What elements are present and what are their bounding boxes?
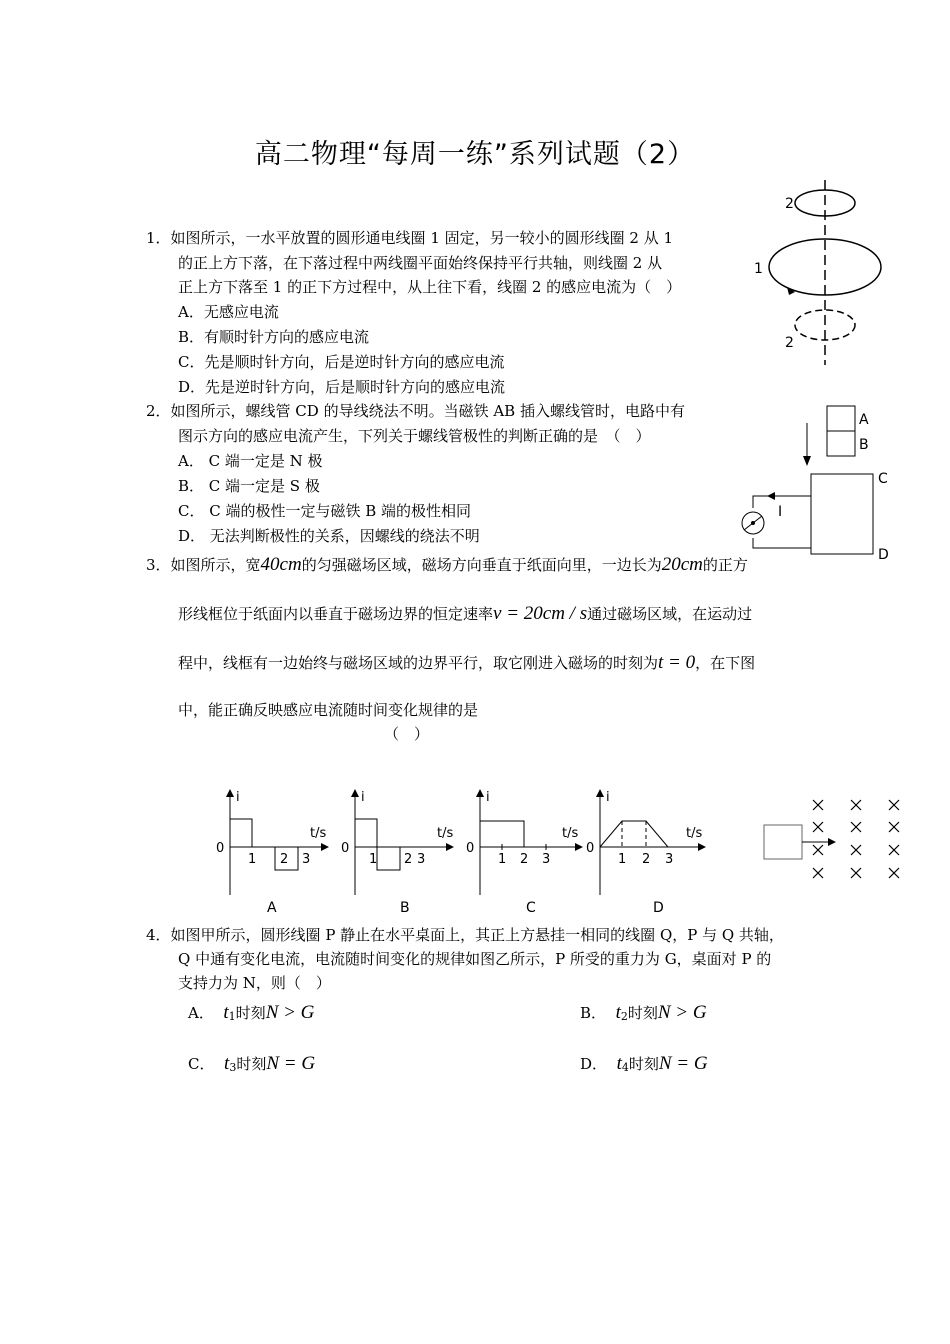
q2-option-c[interactable]: C． C 端的极性一定与磁铁 B 端的极性相同 xyxy=(178,502,472,520)
q1-option-a[interactable]: A．无感应电流 xyxy=(178,303,279,321)
q4-option-d[interactable]: D． t4时刻N = G xyxy=(580,1053,708,1074)
q3-answer-paren: （ ） xyxy=(384,725,430,743)
q3-line-4: 中，能正确反映感应电流随时间变化规律的是 xyxy=(178,701,479,719)
svg-text:i: i xyxy=(486,790,490,805)
q2-line-1: 2．如图所示，螺线管 CD 的导线绕法不明。当磁铁 AB 插入螺线管时，电路中有 xyxy=(146,402,685,420)
current-i-label: I xyxy=(778,504,783,520)
field-crosses xyxy=(813,800,899,878)
svg-text:D: D xyxy=(653,900,664,916)
q2-line-2: 图示方向的感应电流产生，下列关于螺线管极性的判断正确的是 （ ） xyxy=(178,427,651,445)
q3-line-3-post: ，在下图 xyxy=(695,654,756,672)
svg-text:A: A xyxy=(267,900,277,916)
q3-line-3-pre: 程中，线框有一边始终与磁场区域的边界平行，取它刚进入磁场的时刻为 xyxy=(178,654,659,672)
q3-line-2 xyxy=(178,604,752,624)
q3-graphs xyxy=(210,785,720,917)
q3-math-20cm: 20cm xyxy=(661,554,703,575)
svg-text:0: 0 xyxy=(586,841,595,856)
magnet-b-label: B xyxy=(859,437,869,453)
svg-text:i: i xyxy=(606,790,610,805)
q3-line-3 xyxy=(178,653,755,673)
q1-line-1: 1．如图所示，一水平放置的圆形通电线圈 1 固定，另一较小的圆形线圈 2 从 1 xyxy=(146,229,674,247)
q1-option-d[interactable]: D．先是逆时针方向，后是顺时针方向的感应电流 xyxy=(178,378,506,396)
svg-text:0: 0 xyxy=(216,841,225,856)
q2-option-a[interactable]: A． C 端一定是 N 极 xyxy=(178,452,323,470)
q3-math-t0: t = 0 xyxy=(658,652,696,673)
q4-option-b[interactable]: B． t2时刻N > G xyxy=(580,1002,707,1023)
q3-line-1-post: 的正方 xyxy=(702,556,748,574)
svg-text:i: i xyxy=(236,790,240,805)
svg-text:B: B xyxy=(400,900,410,916)
q4-line-1: 4．如图甲所示，圆形线圈 P 静止在水平桌面上，其正上方悬挂一相同的线圈 Q，P 与 Q 共轴， xyxy=(146,926,784,944)
q1-coil-figure xyxy=(745,175,895,375)
svg-text:2: 2 xyxy=(520,852,529,867)
coil-2-bottom-label: 2 xyxy=(785,335,794,351)
q2-solenoid-figure xyxy=(735,398,900,568)
svg-text:C: C xyxy=(526,900,536,916)
svg-text:t/s: t/s xyxy=(562,826,579,841)
coil-2-top-label: 2 xyxy=(785,196,794,212)
svg-text:3: 3 xyxy=(302,852,311,867)
graph-b[interactable] xyxy=(341,790,453,916)
svg-text:0: 0 xyxy=(466,841,475,856)
q3-math-velocity: v = 20cm / s xyxy=(493,603,588,624)
svg-text:0: 0 xyxy=(341,841,350,856)
q2-option-b[interactable]: B． C 端一定是 S 极 xyxy=(178,477,320,495)
q3-line-2-post: 通过磁场区域，在运动过 xyxy=(587,605,753,623)
q4-option-c[interactable]: C． t3时刻N = G xyxy=(188,1053,316,1074)
svg-text:2: 2 xyxy=(280,852,289,867)
svg-text:3: 3 xyxy=(417,852,426,867)
svg-text:2: 2 xyxy=(642,852,651,867)
q3-line-1 xyxy=(146,555,748,575)
q4-line-3: 支持力为 N，则（ ） xyxy=(178,974,331,992)
q4-option-a[interactable]: A． t1时刻N > G xyxy=(188,1002,315,1023)
svg-text:3: 3 xyxy=(665,852,674,867)
q2-option-d[interactable]: D． 无法判断极性的关系，因螺线的绕法不明 xyxy=(178,527,480,545)
svg-text:t/s: t/s xyxy=(686,826,703,841)
page-title: 高二物理“每周一练”系列试题（2） xyxy=(254,139,696,170)
solenoid-c-label: C xyxy=(878,471,888,487)
q3-field-figure xyxy=(760,795,910,890)
q1-line-2: 的正上方下落，在下落过程中两线圈平面始终保持平行共轴，则线圈 2 从 xyxy=(178,254,663,272)
coil-1-label: 1 xyxy=(754,261,763,277)
svg-text:t/s: t/s xyxy=(310,826,327,841)
q3-line-1-mid: 的匀强磁场区域，磁场方向垂直于纸面向里，一边长为 xyxy=(301,556,662,574)
svg-text:i: i xyxy=(361,790,365,805)
svg-text:1: 1 xyxy=(618,852,627,867)
graph-c[interactable] xyxy=(466,790,582,916)
magnet-a-label: A xyxy=(859,412,869,428)
q3-line-2-pre: 形线框位于纸面内以垂直于磁场边界的恒定速率 xyxy=(178,605,494,623)
svg-text:1: 1 xyxy=(248,852,257,867)
svg-text:2: 2 xyxy=(404,852,413,867)
q1-line-3: 正上方下落至 1 的正下方过程中，从上往下看，线圈 2 的感应电流为（ ） xyxy=(178,278,682,296)
graph-d[interactable] xyxy=(586,790,705,916)
q4-line-2: Q 中通有变化电流，电流随时间变化的规律如图乙所示，P 所受的重力为 G，桌面对 P 的 xyxy=(178,950,772,968)
q3-line-1-pre: 3．如图所示，宽 xyxy=(146,556,261,574)
svg-text:1: 1 xyxy=(369,852,378,867)
svg-text:3: 3 xyxy=(542,852,551,867)
solenoid-d-label: D xyxy=(878,547,889,563)
svg-text:1: 1 xyxy=(498,852,507,867)
q3-math-40cm: 40cm xyxy=(260,554,302,575)
q1-option-b[interactable]: B．有顺时针方向的感应电流 xyxy=(178,328,370,346)
svg-text:t/s: t/s xyxy=(437,826,454,841)
q1-option-c[interactable]: C．先是顺时针方向，后是逆时针方向的感应电流 xyxy=(178,353,505,371)
graph-a[interactable] xyxy=(216,790,328,916)
